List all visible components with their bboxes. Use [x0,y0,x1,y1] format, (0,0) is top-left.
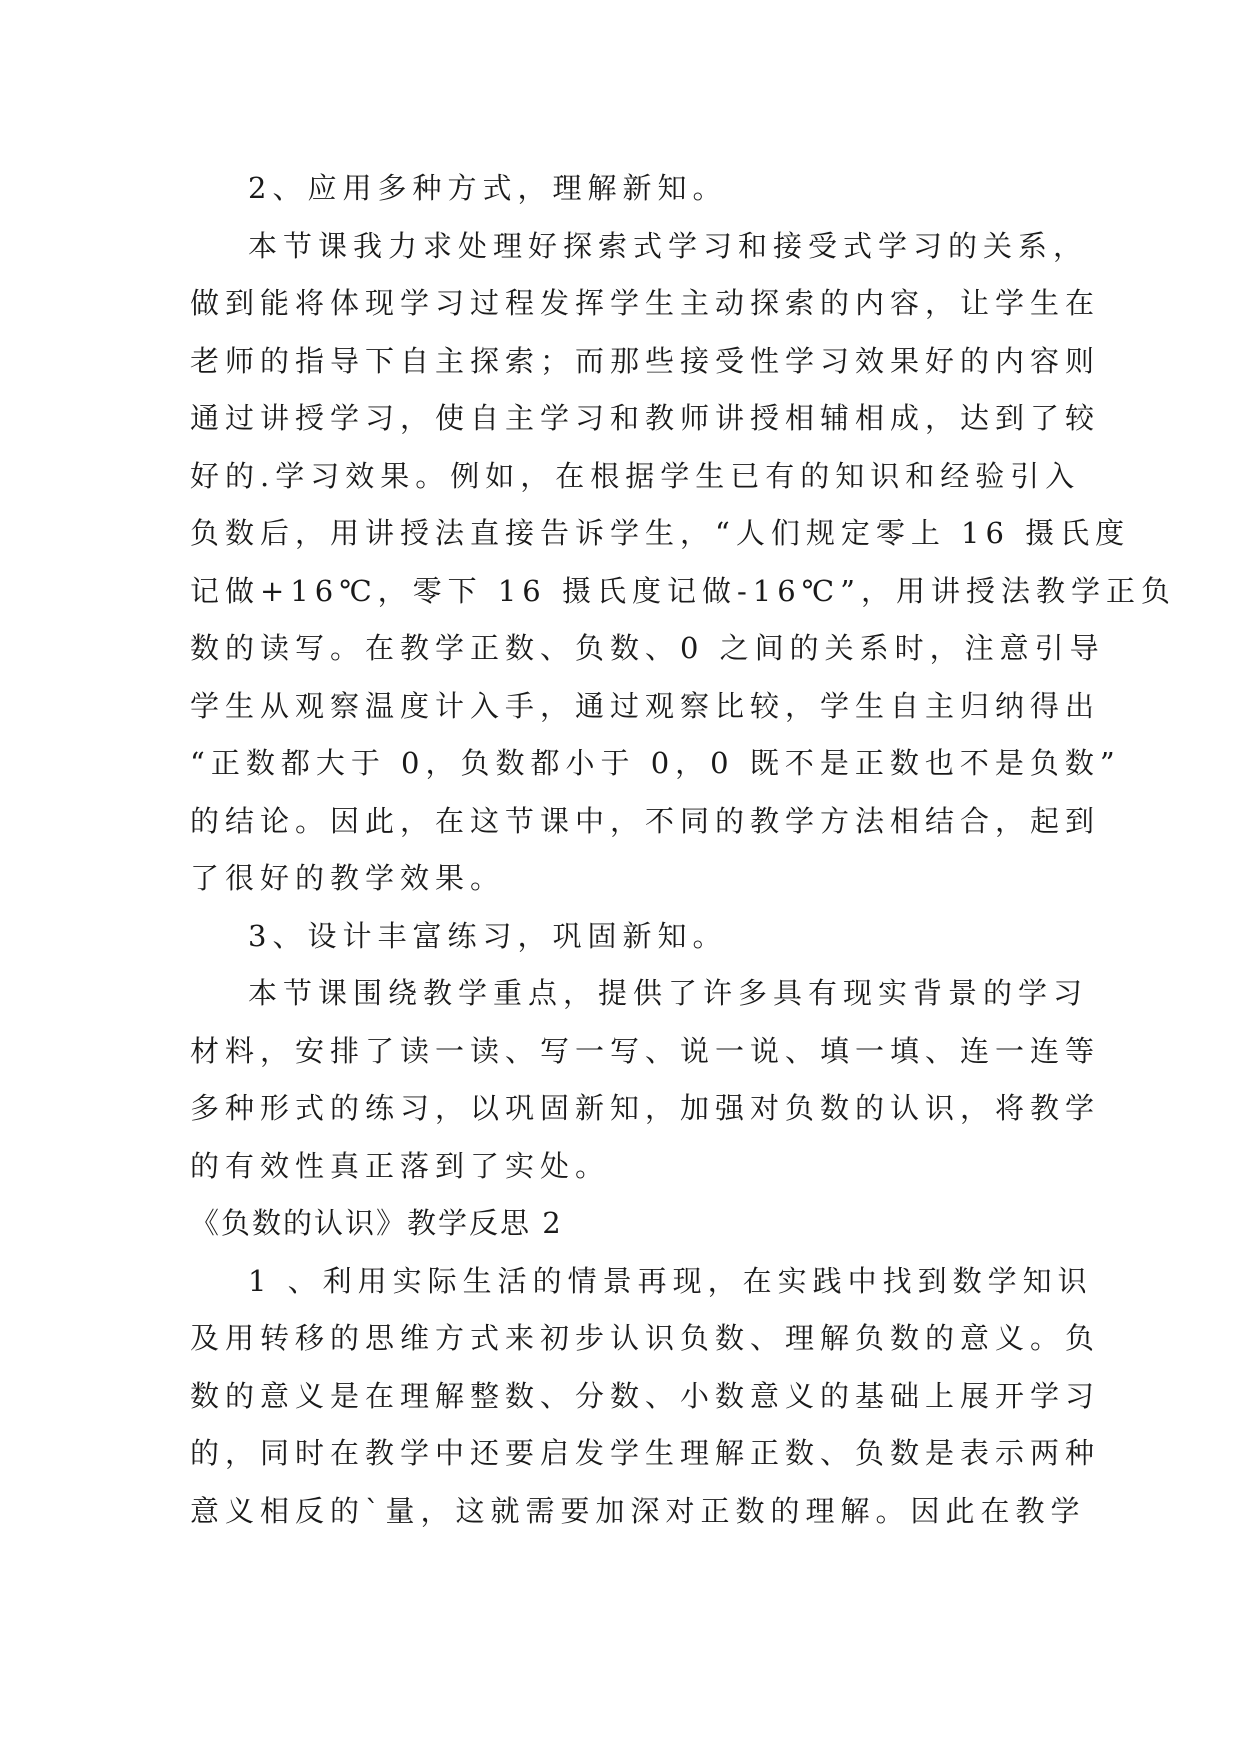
text-line: 通过讲授学习，使自主学习和教师讲授相辅相成，达到了较 [190,401,1101,435]
text-line: 多种形式的练习，以巩固新知，加强对负数的认识，将教学 [190,1091,1101,1125]
text-line: 好的.学习效果。例如，在根据学生已有的知识和经验引入 [190,458,1081,493]
text-line: 负数后，用讲授法直接告诉学生，“人们规定零上 16 摄氏度 [190,516,1131,550]
text-line: 的，同时在教学中还要启发学生理解正数、负数是表示两种 [190,1436,1101,1470]
text-line: 记做+16℃，零下 16 摄氏度记做-16℃”，用讲授法教学正负 [190,573,1176,608]
body-text [190,160,1176,1540]
text-line: 数的意义是在理解整数、分数、小数意义的基础上展开学习 [190,1378,1101,1413]
text-line: 本节课围绕教学重点，提供了许多具有现实背景的学习 [248,976,1089,1010]
text-line: 数的读写。在教学正数、负数、0 之间的关系时，注意引导 [190,631,1105,665]
text-line: 做到能将体现学习过程发挥学生主动探索的内容，让学生在 [190,286,1101,320]
text-line: 老师的指导下自主探索；而那些接受性学习效果好的内容则 [190,343,1101,378]
text-line: 意义相反的`量，这就需要加深对正数的理解。因此在教学 [190,1493,1086,1528]
paragraph-heading-3: 3、设计丰富练习，巩固新知。 [248,918,728,953]
text-line: 1 、利用实际生活的情景再现，在实践中找到数学知识 [248,1263,1093,1298]
text-line: 本节课我力求处理好探索式学习和接受式学习的关系， [248,228,1089,263]
text-line: 的结论。因此，在这节课中，不同的教学方法相结合，起到 [190,803,1101,838]
section-title: 《负数的认识》教学反思 2 [190,1206,563,1240]
paragraph-heading-2: 2、应用多种方式，理解新知。 [248,171,728,205]
text-line: 材料，安排了读一读、写一写、说一说、填一填、连一连等 [190,1033,1101,1068]
text-line: “正数都大于 0，负数都小于 0，0 既不是正数也不是负数” [190,746,1121,780]
text-line: 的有效性真正落到了实处。 [190,1148,611,1183]
text-line: 了很好的教学效果。 [190,861,506,895]
text-line: 学生从观察温度计入手，通过观察比较，学生自主归纳得出 [190,688,1101,723]
text-line: 及用转移的思维方式来初步认识负数、理解负数的意义。负 [190,1321,1101,1355]
